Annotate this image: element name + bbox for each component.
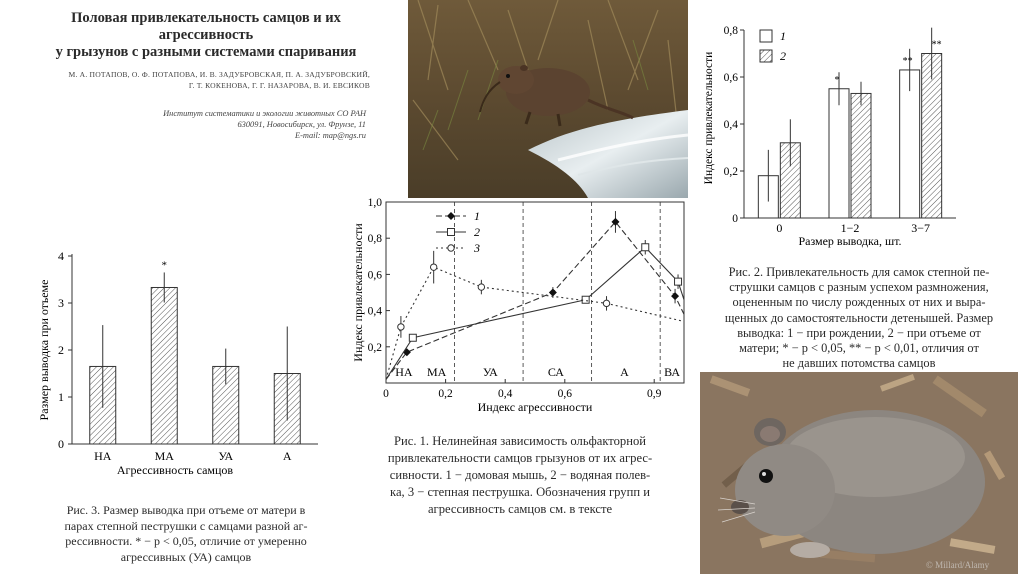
figure-1-caption-line: агрессивность самцов см. в тексте	[427, 502, 613, 516]
y-tick-label: 3	[58, 296, 64, 310]
group-label: НА	[395, 365, 413, 379]
figure-2-caption	[704, 265, 1014, 371]
figure-3-caption-line: Рис. 3. Размер выводка при отъеме от матери в	[66, 503, 306, 517]
legend-swatch	[760, 50, 772, 62]
legend-marker	[448, 245, 454, 251]
legend-label: 2	[474, 225, 480, 239]
x-tick-label: НА	[94, 449, 112, 463]
y-axis-label: Размер выводка при отъеме	[37, 279, 51, 421]
figure-1-caption	[352, 433, 688, 518]
significance-mark: **	[902, 55, 913, 67]
point-marker	[603, 300, 609, 306]
figure-2-caption-line: Рис. 2. Привлекательность для самок степной пе-	[728, 265, 990, 279]
y-tick-label: 1	[58, 390, 64, 404]
figure-2-caption-line: щенных до самостоятельности детенышей. Размер	[724, 310, 994, 325]
x-tick-label: А	[282, 449, 292, 463]
y-tick-label: 0,6	[723, 72, 738, 84]
significance-mark: *	[834, 74, 840, 86]
group-label: А	[620, 365, 629, 379]
y-tick-label: 0,8	[723, 25, 738, 37]
y-tick-label: 0,6	[367, 269, 382, 282]
photo-watermark: © Millard/Alamy	[926, 560, 990, 570]
institution: Институт систематики и экологии животных СО РАН	[163, 109, 366, 118]
legend-marker	[448, 229, 455, 236]
figure-2-caption-line: оцененным по числу рожденных от них и выра-	[732, 295, 986, 310]
x-tick-label: УА	[218, 449, 234, 463]
article-title-line-2: у грызунов с разными системами спаривания	[55, 44, 357, 60]
y-tick-label: 0	[58, 437, 64, 451]
plot-frame	[386, 202, 684, 383]
y-axis-label: Индекс привлекательности	[351, 223, 365, 362]
article-affiliation	[40, 108, 366, 141]
figure-3-caption	[36, 503, 336, 565]
group-label: ВА	[664, 365, 681, 379]
legend-swatch	[760, 30, 772, 42]
photo-steppe-lemming	[700, 372, 1018, 574]
figure-2-caption-line: не давших потомства самцов	[782, 356, 936, 371]
x-tick-label: МА	[154, 449, 174, 463]
x-tick-label: 0,9	[647, 388, 662, 400]
figure-1-caption-line: ка, 3 − степная пеструшка. Обозначения групп и	[390, 485, 650, 499]
point-marker	[398, 324, 404, 330]
group-label: СА	[547, 365, 564, 379]
figure-2-chart	[700, 18, 970, 250]
y-tick-label: 4	[58, 249, 64, 263]
point-marker	[549, 289, 557, 297]
steppe-lemming-illustration	[700, 372, 1018, 574]
article-title	[36, 10, 376, 61]
y-tick-label: 0,8	[367, 233, 382, 246]
y-tick-label: 2	[58, 343, 64, 357]
bar	[829, 89, 849, 218]
photo-water-vole	[408, 0, 688, 198]
x-axis-label: Размер выводка, шт.	[798, 234, 902, 248]
x-tick-label: 0,4	[498, 388, 513, 400]
point-marker	[675, 278, 682, 285]
figure-3-caption-line: парах степной пеструшки с самцами разной аг-	[64, 518, 308, 533]
authors-line-2: Г. Т. КОКЕНОВА, Г. Г. НАЗАРОВА, В. И. ЕВСИКОВ	[188, 81, 370, 90]
point-marker	[671, 292, 679, 300]
x-tick-label: 0,2	[438, 388, 453, 400]
water-vole-illustration	[408, 0, 688, 198]
legend-label: 2	[780, 49, 786, 63]
legend-marker	[447, 212, 455, 220]
y-tick-label: 0,2	[367, 341, 382, 354]
figure-1-caption-line: Рис. 1. Нелинейная зависимость ольфакторной	[394, 434, 646, 448]
y-axis-label: Индекс привлекательности	[703, 51, 715, 185]
x-tick-label: 3−7	[911, 221, 931, 235]
point-marker	[478, 284, 484, 290]
legend-label: 1	[780, 29, 786, 43]
figure-1-chart	[344, 190, 690, 426]
article-authors	[40, 69, 370, 91]
series-line-3	[386, 267, 684, 379]
point-marker	[430, 264, 436, 270]
x-tick-label: 1−2	[840, 221, 860, 235]
group-label: УА	[482, 365, 498, 379]
address: 630091, Новосибирск, ул. Фрунзе, 11	[237, 120, 366, 129]
point-marker	[582, 296, 589, 303]
x-axis-label: Агрессивность самцов	[116, 463, 234, 477]
figure-3-caption-line: рессивности. * − p < 0,05, отличие от умеренно	[65, 534, 307, 548]
x-tick-label: 0	[776, 221, 783, 235]
y-tick-label: 0,4	[723, 119, 738, 131]
figure-1-caption-line: привлекательности самцов грызунов от их агрес-	[387, 451, 653, 465]
article-title-line-1: Половая привлекательность самцов и их агрессивность	[71, 10, 341, 43]
series-line-1	[386, 222, 684, 379]
figure-1-caption-line: сивности. 1 − домовая мышь, 2 − водяная полев-	[389, 468, 651, 482]
point-marker	[642, 244, 649, 251]
significance-mark: *	[161, 259, 167, 272]
bar	[151, 287, 177, 444]
point-marker	[409, 334, 416, 341]
y-tick-label: 0	[732, 213, 738, 225]
figure-2-caption-line: струшки самцов с разным успехом размножения,	[729, 280, 989, 295]
figure-2-caption-line: выводка: 1 − при рождении, 2 − при отъеме от	[737, 325, 981, 340]
authors-line-1: М. А. ПОТАПОВ, О. Ф. ПОТАПОВА, И. В. ЗАДУБРОВСКАЯ, П. А. ЗАДУБРОВСКИЙ,	[68, 70, 370, 79]
figure-2-caption-line: матери; * − p < 0,05, ** − p < 0,01, отличия от	[739, 341, 979, 356]
bar	[900, 70, 920, 218]
figure-3-chart	[36, 246, 326, 478]
bar	[851, 93, 871, 218]
origin-label: 0	[383, 388, 389, 400]
email: E-mail: map@ngs.ru	[295, 131, 366, 140]
x-axis-label: Индекс агрессивности	[477, 400, 593, 414]
y-tick-label: 1,0	[367, 197, 382, 209]
significance-mark: **	[931, 39, 942, 51]
legend-label: 1	[474, 209, 480, 223]
legend-label: 3	[474, 241, 480, 255]
figure-3-caption-line: агрессивных (УА) самцов	[120, 549, 252, 564]
y-tick-label: 0,4	[367, 305, 382, 318]
x-tick-label: 0,6	[557, 388, 572, 400]
group-label: МА	[426, 365, 447, 379]
y-tick-label: 0,2	[723, 166, 738, 178]
